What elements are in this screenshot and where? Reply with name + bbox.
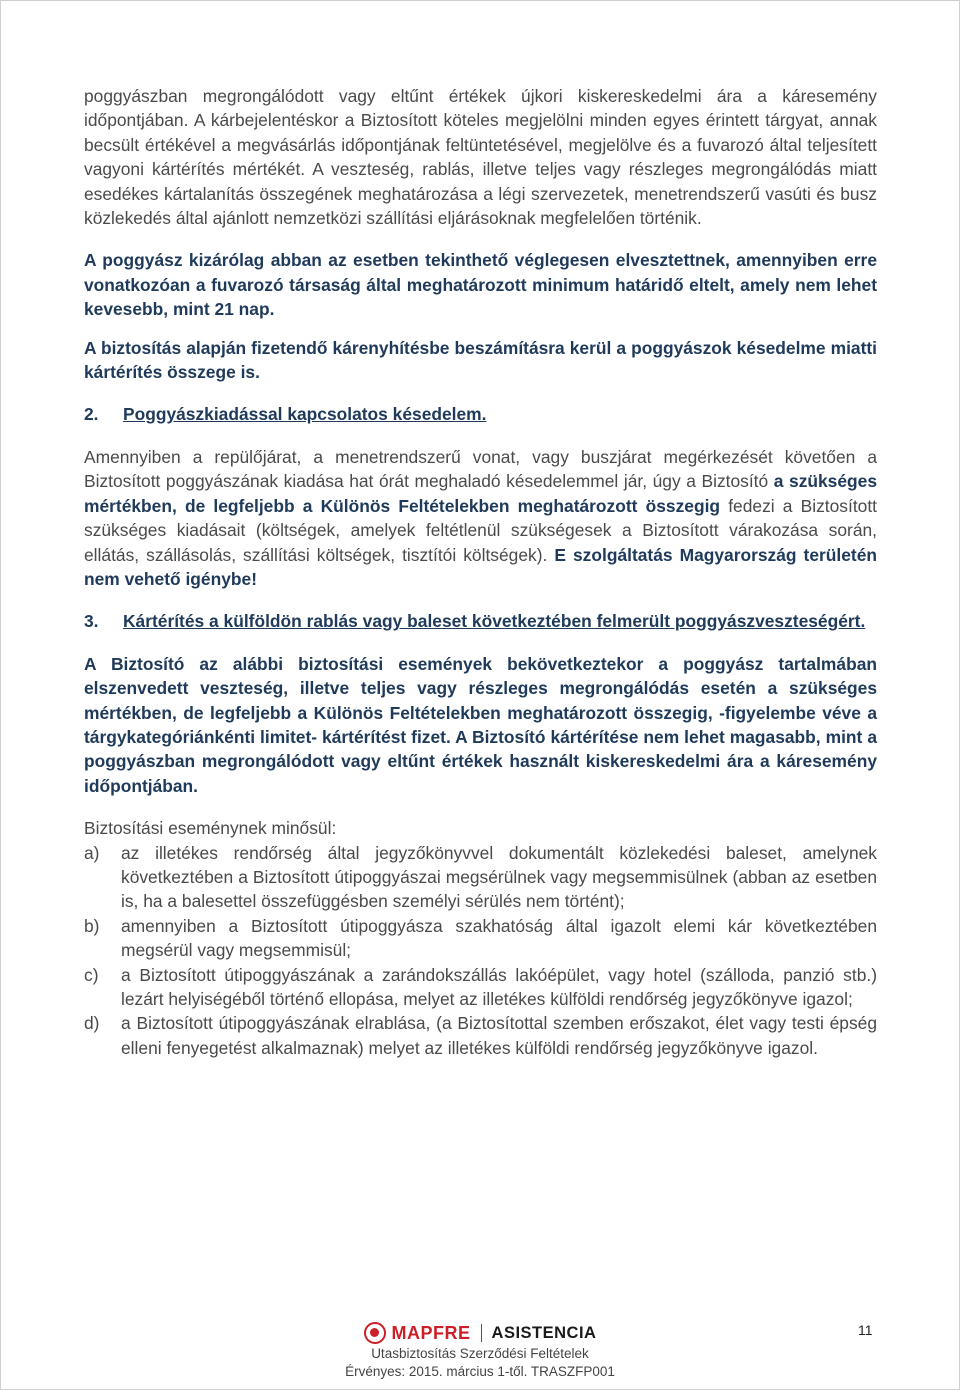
list-item — [84, 914, 877, 963]
section-3-heading — [84, 609, 877, 633]
list-item-text: az illetékes rendőrség által jegyzőkönyvvel dokumentált közlekedési baleset, amelynek következtében a Biztosított útipoggyászai megsérülnek vagy megsemmisülnek (abban az esetben is, ha a balesettel összefüggésben személyi sérülés nem történt); — [121, 842, 877, 912]
section-2-number: 2. — [84, 404, 99, 425]
list-item-text: a Biztosított útipoggyászának elrablása, (a Biztosítottal szemben erőszakot, élet vagy testi épség elleni fenyegetést alkalmaznak) melyet az illetékes külföldi rendőrség jegyzőkönyve igazol. — [121, 1013, 877, 1058]
mapfre-logo-icon — [364, 1322, 386, 1344]
list-item-text: a Biztosított útipoggyászának a zarándokszállás lakóépület, vagy hotel (szálloda, panzió stb.) lezárt helyiségéből történő ellopása, melyet az illetékes külföldi rendőrség jegyzőkönyve igazol; — [121, 964, 877, 1009]
list-item-label: a) — [84, 842, 100, 863]
section-2-text-d: E szolgáltatás Magyarország területén nem vehető igénybe! — [84, 544, 877, 589]
brand-subname: ASISTENCIA — [491, 1324, 597, 1342]
document-body — [84, 84, 877, 1060]
section-3-number: 3. — [84, 611, 99, 632]
brand-divider — [481, 1324, 482, 1342]
section-2-text-c: fedezi a Biztosított szükséges kiadásait (költségek, amelyek feltétlenül szükségesek a Biztosított várakozása során, ellátás, szállásolás, szállítási költségek, tisztítói költségek). — [84, 495, 877, 565]
paragraph-final-loss: A poggyász kizárólag abban az esetben tekinthető véglegesen elvesztettnek, amennyiben erre vonatkozóan a fuvarozó társaság által meghatározott minimum határidő eltelt, amely nem lehet kevesebb, mint 21 nap. — [84, 250, 877, 320]
section-2-text-b: a szükséges mértékben, de legfeljebb a Különös Feltételekben meghatározott összegig — [84, 471, 877, 516]
events-intro: Biztosítási eseménynek minősül: — [84, 818, 337, 839]
company-logo — [0, 1322, 960, 1344]
section-2-text — [84, 445, 877, 591]
list-item-label: b) — [84, 915, 100, 936]
section-2-text-a: Amennyiben a repülőjárat, a menetrendszerű vonat, vagy buszjárat megérkezését követően a Biztosított poggyászának kiadása hat órát meghaladó késedelemmel jár, úgy a Biztosító — [84, 446, 877, 492]
section-2-heading — [84, 402, 877, 426]
list-item — [84, 963, 877, 1012]
list-item — [84, 841, 877, 914]
list-item-text: amennyiben a Biztosított útipoggyásza szakhatóság által igazolt elemi kár következtében megsérül vagy megsemmisül; — [121, 915, 877, 961]
section-2-title: Poggyászkiadással kapcsolatos késedelem. — [123, 404, 487, 425]
list-item-label: d) — [84, 1013, 100, 1034]
list-item-label: c) — [84, 964, 99, 985]
paragraph-loss-valuation: poggyászban megrongálódott vagy eltűnt értékek újkori kiskereskedelmi ára a káresemény időpontjában. A kárbejelentéskor a Biztosított köteles megjelölni minden egyes érintett tárgyat, annak becsült értékével a megvásárlás időpontjának feltüntetésével, megjelölve és a fuvarozó által teljesített vagyoni kártérítés mértékét. A veszteség, rablás, illetve teljes vagy részleges megrongálódás miatt esedékes kártalanítás összegének meghatározása a légi szervezetek, menetrendszerű vasúti és busz közlekedés által ajánlott nemzetközi szállítási eljárásoknak megfelelően történik. — [84, 86, 877, 229]
page-footer — [0, 1322, 960, 1381]
page-number: 11 — [858, 1322, 873, 1338]
paragraph-offset: A biztosítás alapján fizetendő kárenyhítésbe beszámításra kerül a poggyászok késedelme miatti kártérítés összege is. — [84, 337, 877, 383]
brand-name: MAPFRE — [391, 1323, 471, 1343]
section-3-text: A Biztosító az alábbi biztosítási események bekövetkeztekor a poggyász tartalmában elszenvedett veszteség, illetve teljes vagy részleges megrongálódás esetén a szükséges mértékben, de legfeljebb a Különös Feltételekben meghatározott összegig, -figyelembe véve a tárgykategóriánkénti limitet- kártérítést fizet. A Biztosító kártérítése nem lehet magasabb, mint a poggyászban megrongálódott vagy eltűnt értékek használt kiskereskedelmi ára a káresemény időpontjában. — [84, 653, 877, 796]
list-item — [84, 1011, 877, 1060]
section-3-title: Kártérítés a külföldön rablás vagy baleset következtében felmerült poggyászveszteségért. — [123, 611, 866, 632]
events-list — [84, 841, 877, 1061]
footer-validity: Érvényes: 2015. március 1-től. TRASZFP001 — [345, 1364, 615, 1379]
footer-document-title: Utasbiztosítás Szerződési Feltételek — [371, 1346, 589, 1361]
